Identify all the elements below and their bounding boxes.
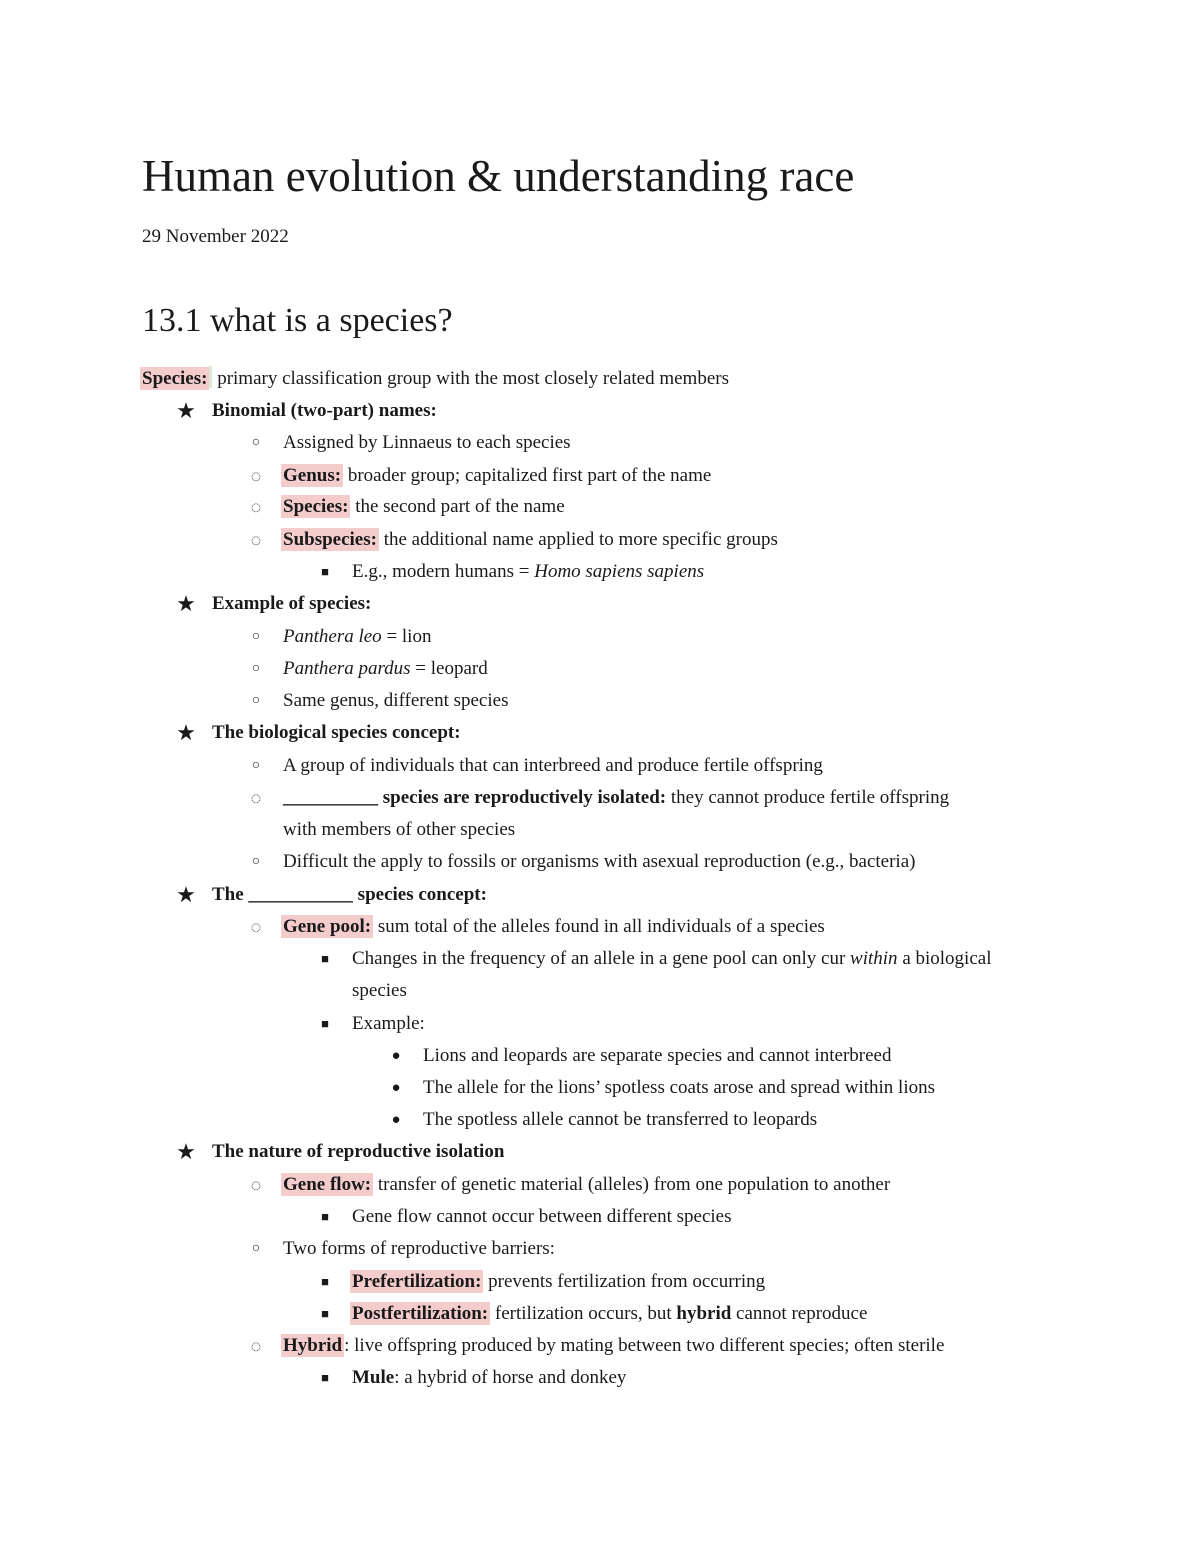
list-item-linnaeus: Assigned by Linnaeus to each species bbox=[283, 432, 571, 453]
term-highlight: Species: bbox=[142, 368, 208, 389]
circle-bullet-icon: ○ bbox=[251, 661, 261, 676]
circle-bullet-icon: ○ bbox=[251, 435, 261, 450]
list-item-subspecies: Subspecies: the additional name applied to more specific groups bbox=[283, 529, 778, 550]
list-item-lions-leopards: Lions and leopards are separate species and cannot interbreed bbox=[423, 1045, 892, 1066]
list-item-gene-pool: Gene pool: sum total of the alleles found in all individuals of a species bbox=[283, 916, 825, 937]
circle-bullet-icon: ○ bbox=[251, 629, 261, 644]
list-item-nature: The nature of reproductive isolation bbox=[212, 1141, 505, 1162]
list-item-mule: Mule: a hybrid of horse and donkey bbox=[352, 1367, 627, 1388]
list-item-difficult: Difficult the apply to fossils or organisms with asexual reproduction (e.g., bacteria) bbox=[283, 851, 916, 872]
list-item-panthera-pardus: Panthera pardus = leopard bbox=[283, 658, 488, 679]
term-highlight: Subspecies: bbox=[283, 529, 377, 550]
list-item-example-species: Example of species: bbox=[212, 593, 372, 614]
dotted-circle-bullet-icon: ◌ bbox=[250, 530, 262, 550]
list-item-same-genus: Same genus, different species bbox=[283, 690, 509, 711]
list-item-postfertilization: Postfertilization: fertilization occurs, but hybrid cannot reproduce bbox=[352, 1303, 868, 1324]
disc-bullet-icon: ● bbox=[391, 1080, 401, 1096]
square-bullet-icon: ■ bbox=[321, 1209, 329, 1224]
star-bullet-icon: ★ bbox=[176, 1139, 196, 1164]
document-date: 29 November 2022 bbox=[142, 226, 289, 247]
star-bullet-icon: ★ bbox=[176, 591, 196, 616]
term-highlight: Hybrid bbox=[283, 1335, 343, 1356]
square-bullet-icon: ■ bbox=[321, 1306, 329, 1321]
list-item-group-definition: A group of individuals that can interbreed and produce fertile offspring bbox=[283, 755, 823, 776]
document-title: Human evolution & understanding race bbox=[142, 151, 855, 201]
square-bullet-icon: ■ bbox=[321, 1016, 329, 1031]
list-item-changes-continued: species bbox=[352, 980, 407, 1001]
list-item-biological-concept: The biological species concept: bbox=[212, 722, 461, 743]
term-highlight: Prefertilization: bbox=[352, 1271, 482, 1292]
square-bullet-icon: ■ bbox=[321, 951, 329, 966]
square-bullet-icon: ■ bbox=[321, 1370, 329, 1385]
list-item-blank-concept: The ___________ species concept: bbox=[212, 884, 487, 905]
list-item-gene-flow-cannot: Gene flow cannot occur between different species bbox=[352, 1206, 732, 1227]
term-highlight: Species: bbox=[283, 496, 349, 517]
square-bullet-icon: ■ bbox=[321, 564, 329, 579]
dotted-circle-bullet-icon: ◌ bbox=[250, 788, 262, 808]
circle-bullet-icon: ○ bbox=[251, 1241, 261, 1256]
list-item-two-forms: Two forms of reproductive barriers: bbox=[283, 1238, 555, 1259]
circle-bullet-icon: ○ bbox=[251, 758, 261, 773]
disc-bullet-icon: ● bbox=[391, 1048, 401, 1064]
list-item-spotless: The spotless allele cannot be transferred to leopards bbox=[423, 1109, 818, 1130]
species-definition: Species: primary classification group with the most closely related members bbox=[142, 368, 729, 389]
disc-bullet-icon: ● bbox=[391, 1112, 401, 1128]
list-item-hybrid: Hybrid : live offspring produced by mating between two different species; often sterile bbox=[283, 1335, 945, 1356]
list-item-example-label: Example: bbox=[352, 1013, 425, 1034]
list-item-eg-humans: E.g., modern humans = Homo sapiens sapiens bbox=[352, 561, 705, 582]
star-bullet-icon: ★ bbox=[176, 882, 196, 907]
dotted-circle-bullet-icon: ◌ bbox=[250, 1175, 262, 1195]
term-highlight: Gene pool: bbox=[283, 916, 372, 937]
dotted-circle-bullet-icon: ◌ bbox=[250, 1336, 262, 1356]
star-bullet-icon: ★ bbox=[176, 720, 196, 745]
circle-bullet-icon: ○ bbox=[251, 693, 261, 708]
dotted-circle-bullet-icon: ◌ bbox=[250, 497, 262, 517]
star-bullet-icon: ★ bbox=[176, 398, 196, 423]
square-bullet-icon: ■ bbox=[321, 1274, 329, 1289]
list-item-prefertilization: Prefertilization: prevents fertilization from occurring bbox=[352, 1271, 766, 1292]
list-item-species-part: Species: the second part of the name bbox=[283, 496, 565, 517]
list-item-genus: Genus: broader group; capitalized first part of the name bbox=[283, 465, 712, 486]
term-highlight: Gene flow: bbox=[283, 1174, 372, 1195]
list-item-binomial: Binomial (two-part) names: bbox=[212, 400, 437, 421]
dotted-circle-bullet-icon: ◌ bbox=[250, 466, 262, 486]
term-highlight: Genus: bbox=[283, 465, 342, 486]
list-item-allele-spread: The allele for the lions’ spotless coats arose and spread within lions bbox=[423, 1077, 935, 1098]
circle-bullet-icon: ○ bbox=[251, 854, 261, 869]
list-item-isolated: __________ species are reproductively isolated: they cannot produce fertile offspring bbox=[283, 787, 950, 808]
list-item-changes: Changes in the frequency of an allele in a gene pool can only cur within a biological bbox=[352, 948, 992, 969]
term-highlight: Postfertilization: bbox=[352, 1303, 489, 1324]
list-item-gene-flow: Gene flow: transfer of genetic material (alleles) from one population to another bbox=[283, 1174, 891, 1195]
section-heading: 13.1 what is a species? bbox=[142, 302, 453, 339]
list-item-panthera-leo: Panthera leo = lion bbox=[283, 626, 432, 647]
dotted-circle-bullet-icon: ◌ bbox=[250, 917, 262, 937]
list-item-isolated-continued: with members of other species bbox=[283, 819, 516, 840]
